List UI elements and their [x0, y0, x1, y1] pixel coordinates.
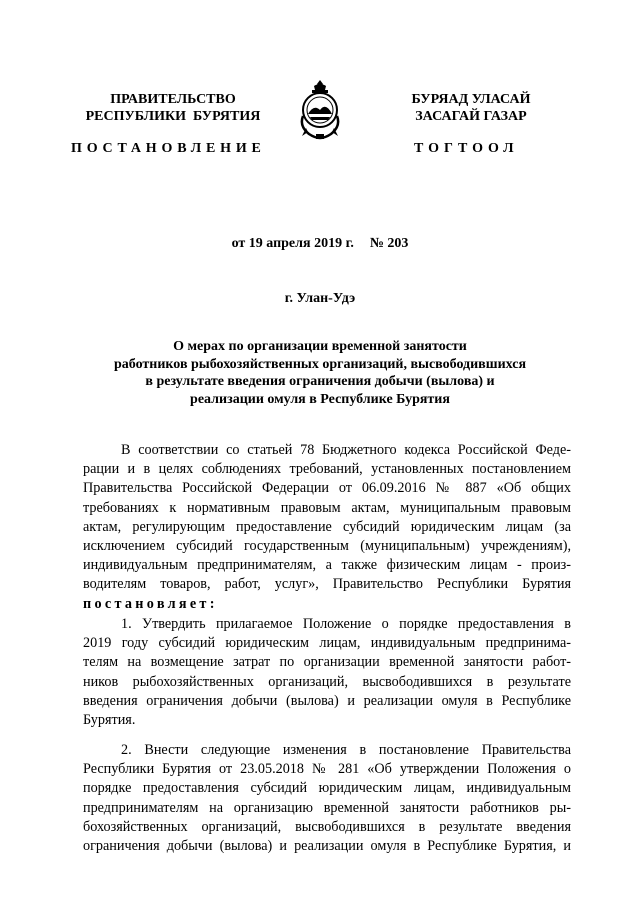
text-line: 1. Утвердить прилагаемое Положение о порядке предоставления в [121, 616, 571, 632]
text-line: введения ограничения добычи (вылова) и реализации омуля в Республике [83, 692, 571, 709]
text-line: порядке предоставления субсидий юридическим лицам, индивидуальным [83, 780, 571, 797]
text-line: Республики Бурятия от 23.05.2018 № 281 «Об утверждении Положения о [83, 761, 571, 778]
text-line: В соответствии со статьей 78 Бюджетного кодекса Российской Феде- [121, 442, 571, 458]
date-number-line [0, 236, 640, 252]
text-line: предпринимателям на организацию временной занятости работников ры- [83, 799, 571, 816]
resolves-word: постановляет [83, 595, 210, 612]
document-title [60, 338, 580, 408]
resolves-line [83, 595, 571, 614]
text-line: рации и в целях соблюдениях требований, установленных постановлением [83, 461, 571, 478]
text-line: актам, регулирующим предоставление субсидий юридическим лицам (за [83, 518, 571, 535]
title-line: О мерах по организации временной занятости [173, 339, 467, 354]
header-ru-line-1: ПРАВИТЕЛЬСТВО [110, 92, 236, 107]
text-line: Бурятия. [83, 712, 136, 729]
title-line: реализации омуля в Республике Бурятия [190, 391, 450, 407]
text-line: Правительства Российской Федерации от 06.09.2016 № 887 «Об общих [83, 480, 571, 497]
title-line: работников рыбохозяйственных организаций, высвободившихся [113, 356, 527, 372]
document-date: от 19 апреля 2019 г. [231, 236, 354, 251]
text-line: требованиях к нормативным правовым актам, муниципальным правовым [83, 499, 571, 516]
paragraph-item-1 [83, 615, 571, 730]
paragraph-preamble [83, 441, 571, 614]
header-bua-line-1: БУРЯАД УЛАСАЙ [411, 92, 531, 107]
text-line: бохозяйственных организаций, высвободившихся в результате введения [83, 818, 571, 835]
header-ru-line-2: РЕСПУБЛИКИ БУРЯТИЯ [85, 109, 261, 124]
resolves-colon: : [209, 595, 215, 612]
text-line: индивидуальным предпринимателям, а также физическим лицам - произ- [83, 557, 571, 574]
text-line: 2. Внести следующие изменения в постановление Правительства [121, 742, 571, 758]
title-line: в результате введения ограничения добычи (вылова) и [145, 374, 495, 389]
header-bua-line-2: ЗАСАГАЙ ГАЗАР [415, 109, 527, 124]
coat-of-arms-icon [294, 76, 346, 144]
document-type-ru: ПОСТАНОВЛЕНИЕ [71, 141, 266, 156]
text-line: исключением субсидий государственным (муниципальным) учреждениям), [83, 538, 571, 555]
text-line: ников рыбохозяйственных организаций, высвободившихся в результате [83, 673, 571, 690]
city: г. Улан-Удэ [284, 291, 356, 306]
document-number: № 203 [369, 236, 409, 251]
text-line: 2019 году субсидий юридическим лицам, индивидуальным предпринима- [83, 635, 571, 652]
text-line: ограничения добычи (вылова) и реализации омуля в Республике Бурятия, и [83, 838, 571, 855]
text-line: водителям товаров, работ, услуг», Правительство Республики Бурятия [83, 576, 571, 593]
document-type-bua: ТОГТООЛ [414, 141, 519, 156]
paragraph-item-2 [83, 741, 571, 856]
government-header-ru [63, 91, 283, 125]
text-line: телям на возмещение затрат по организации временной занятости работ- [83, 654, 571, 671]
government-header-bua [361, 91, 581, 125]
